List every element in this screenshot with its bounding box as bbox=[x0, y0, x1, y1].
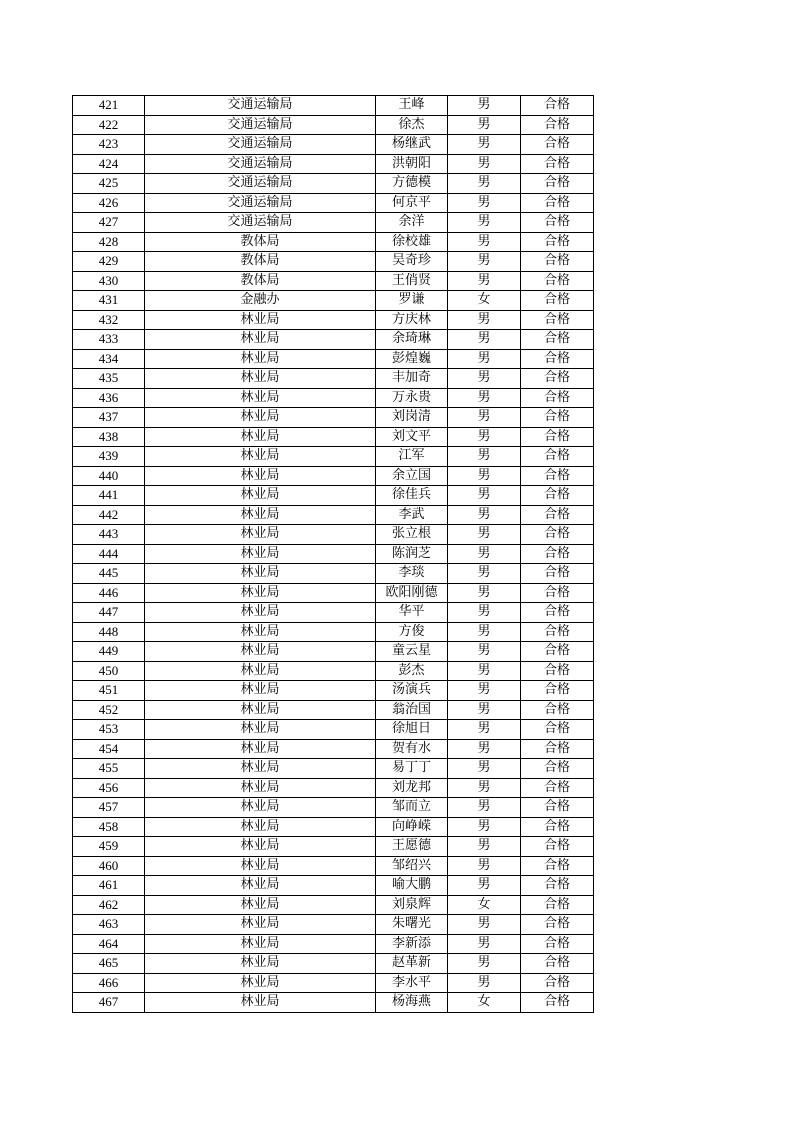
department-cell: 林业局 bbox=[145, 837, 376, 857]
name-cell: 万永贵 bbox=[376, 388, 448, 408]
gender-cell: 男 bbox=[448, 583, 521, 603]
department-cell: 林业局 bbox=[145, 759, 376, 779]
department-cell: 交通运输局 bbox=[145, 96, 376, 116]
gender-cell: 女 bbox=[448, 895, 521, 915]
row-number-cell: 424 bbox=[73, 154, 145, 174]
gender-cell: 男 bbox=[448, 388, 521, 408]
result-cell: 合格 bbox=[521, 798, 594, 818]
department-cell: 林业局 bbox=[145, 993, 376, 1013]
department-cell: 教体局 bbox=[145, 232, 376, 252]
department-cell: 林业局 bbox=[145, 856, 376, 876]
name-cell: 洪朝阳 bbox=[376, 154, 448, 174]
table-row bbox=[73, 213, 594, 233]
name-cell: 何京平 bbox=[376, 193, 448, 213]
result-cell: 合格 bbox=[521, 837, 594, 857]
row-number-cell: 457 bbox=[73, 798, 145, 818]
row-number-cell: 465 bbox=[73, 954, 145, 974]
department-cell: 林业局 bbox=[145, 564, 376, 584]
table-row bbox=[73, 447, 594, 467]
table-row bbox=[73, 915, 594, 935]
department-cell: 林业局 bbox=[145, 700, 376, 720]
result-cell: 合格 bbox=[521, 817, 594, 837]
row-number-cell: 450 bbox=[73, 661, 145, 681]
department-cell: 林业局 bbox=[145, 954, 376, 974]
department-cell: 林业局 bbox=[145, 642, 376, 662]
table-row bbox=[73, 505, 594, 525]
department-cell: 林业局 bbox=[145, 915, 376, 935]
row-number-cell: 449 bbox=[73, 642, 145, 662]
name-cell: 易丁丁 bbox=[376, 759, 448, 779]
name-cell: 陈润芝 bbox=[376, 544, 448, 564]
name-cell: 刘岗清 bbox=[376, 408, 448, 428]
row-number-cell: 438 bbox=[73, 427, 145, 447]
name-cell: 王俏贤 bbox=[376, 271, 448, 291]
table-row bbox=[73, 778, 594, 798]
table-row bbox=[73, 739, 594, 759]
result-cell: 合格 bbox=[521, 993, 594, 1013]
name-cell: 欧阳刚德 bbox=[376, 583, 448, 603]
result-cell: 合格 bbox=[521, 174, 594, 194]
name-cell: 刘文平 bbox=[376, 427, 448, 447]
table-row bbox=[73, 895, 594, 915]
row-number-cell: 462 bbox=[73, 895, 145, 915]
table-row bbox=[73, 603, 594, 623]
department-cell: 教体局 bbox=[145, 252, 376, 272]
table-row bbox=[73, 232, 594, 252]
department-cell: 林业局 bbox=[145, 466, 376, 486]
name-cell: 余洋 bbox=[376, 213, 448, 233]
table-row bbox=[73, 369, 594, 389]
gender-cell: 男 bbox=[448, 759, 521, 779]
roster-table-body bbox=[73, 96, 594, 1013]
table-row bbox=[73, 310, 594, 330]
table-row bbox=[73, 388, 594, 408]
department-cell: 林业局 bbox=[145, 369, 376, 389]
result-cell: 合格 bbox=[521, 934, 594, 954]
department-cell: 交通运输局 bbox=[145, 213, 376, 233]
result-cell: 合格 bbox=[521, 271, 594, 291]
row-number-cell: 452 bbox=[73, 700, 145, 720]
department-cell: 林业局 bbox=[145, 739, 376, 759]
department-cell: 林业局 bbox=[145, 895, 376, 915]
result-cell: 合格 bbox=[521, 564, 594, 584]
table-row bbox=[73, 661, 594, 681]
result-cell: 合格 bbox=[521, 603, 594, 623]
row-number-cell: 460 bbox=[73, 856, 145, 876]
row-number-cell: 433 bbox=[73, 330, 145, 350]
department-cell: 林业局 bbox=[145, 330, 376, 350]
gender-cell: 男 bbox=[448, 271, 521, 291]
gender-cell: 男 bbox=[448, 778, 521, 798]
result-cell: 合格 bbox=[521, 447, 594, 467]
gender-cell: 男 bbox=[448, 447, 521, 467]
table-row bbox=[73, 876, 594, 896]
result-cell: 合格 bbox=[521, 876, 594, 896]
gender-cell: 男 bbox=[448, 817, 521, 837]
name-cell: 徐佳兵 bbox=[376, 486, 448, 506]
department-cell: 林业局 bbox=[145, 349, 376, 369]
row-number-cell: 427 bbox=[73, 213, 145, 233]
table-row bbox=[73, 798, 594, 818]
row-number-cell: 453 bbox=[73, 720, 145, 740]
department-cell: 交通运输局 bbox=[145, 193, 376, 213]
name-cell: 丰加奇 bbox=[376, 369, 448, 389]
name-cell: 李琰 bbox=[376, 564, 448, 584]
department-cell: 林业局 bbox=[145, 681, 376, 701]
result-cell: 合格 bbox=[521, 681, 594, 701]
gender-cell: 男 bbox=[448, 232, 521, 252]
gender-cell: 男 bbox=[448, 427, 521, 447]
table-row bbox=[73, 622, 594, 642]
result-cell: 合格 bbox=[521, 252, 594, 272]
name-cell: 江军 bbox=[376, 447, 448, 467]
table-row bbox=[73, 252, 594, 272]
table-row bbox=[73, 973, 594, 993]
table-row bbox=[73, 954, 594, 974]
gender-cell: 男 bbox=[448, 973, 521, 993]
name-cell: 方俊 bbox=[376, 622, 448, 642]
department-cell: 林业局 bbox=[145, 310, 376, 330]
department-cell: 林业局 bbox=[145, 427, 376, 447]
result-cell: 合格 bbox=[521, 232, 594, 252]
row-number-cell: 439 bbox=[73, 447, 145, 467]
gender-cell: 男 bbox=[448, 154, 521, 174]
name-cell: 徐校雄 bbox=[376, 232, 448, 252]
gender-cell: 男 bbox=[448, 798, 521, 818]
result-cell: 合格 bbox=[521, 973, 594, 993]
gender-cell: 男 bbox=[448, 681, 521, 701]
table-row bbox=[73, 642, 594, 662]
row-number-cell: 454 bbox=[73, 739, 145, 759]
table-row bbox=[73, 837, 594, 857]
row-number-cell: 430 bbox=[73, 271, 145, 291]
name-cell: 王愿德 bbox=[376, 837, 448, 857]
table-row bbox=[73, 993, 594, 1013]
name-cell: 吴奇珍 bbox=[376, 252, 448, 272]
row-number-cell: 445 bbox=[73, 564, 145, 584]
row-number-cell: 443 bbox=[73, 525, 145, 545]
department-cell: 林业局 bbox=[145, 817, 376, 837]
row-number-cell: 434 bbox=[73, 349, 145, 369]
row-number-cell: 464 bbox=[73, 934, 145, 954]
row-number-cell: 422 bbox=[73, 115, 145, 135]
gender-cell: 男 bbox=[448, 349, 521, 369]
department-cell: 林业局 bbox=[145, 544, 376, 564]
gender-cell: 男 bbox=[448, 193, 521, 213]
department-cell: 交通运输局 bbox=[145, 115, 376, 135]
row-number-cell: 440 bbox=[73, 466, 145, 486]
row-number-cell: 447 bbox=[73, 603, 145, 623]
row-number-cell: 421 bbox=[73, 96, 145, 116]
result-cell: 合格 bbox=[521, 759, 594, 779]
table-row bbox=[73, 564, 594, 584]
result-cell: 合格 bbox=[521, 96, 594, 116]
table-row bbox=[73, 700, 594, 720]
gender-cell: 男 bbox=[448, 544, 521, 564]
result-cell: 合格 bbox=[521, 115, 594, 135]
result-cell: 合格 bbox=[521, 700, 594, 720]
name-cell: 彭煌巍 bbox=[376, 349, 448, 369]
row-number-cell: 458 bbox=[73, 817, 145, 837]
row-number-cell: 432 bbox=[73, 310, 145, 330]
result-cell: 合格 bbox=[521, 954, 594, 974]
table-row bbox=[73, 135, 594, 155]
table-row bbox=[73, 291, 594, 311]
name-cell: 李水平 bbox=[376, 973, 448, 993]
name-cell: 余立国 bbox=[376, 466, 448, 486]
result-cell: 合格 bbox=[521, 466, 594, 486]
department-cell: 林业局 bbox=[145, 583, 376, 603]
name-cell: 杨继武 bbox=[376, 135, 448, 155]
department-cell: 林业局 bbox=[145, 973, 376, 993]
gender-cell: 女 bbox=[448, 291, 521, 311]
table-row bbox=[73, 583, 594, 603]
row-number-cell: 467 bbox=[73, 993, 145, 1013]
result-cell: 合格 bbox=[521, 739, 594, 759]
result-cell: 合格 bbox=[521, 778, 594, 798]
table-row bbox=[73, 154, 594, 174]
gender-cell: 男 bbox=[448, 661, 521, 681]
table-row bbox=[73, 271, 594, 291]
name-cell: 刘泉辉 bbox=[376, 895, 448, 915]
result-cell: 合格 bbox=[521, 369, 594, 389]
name-cell: 余琦琳 bbox=[376, 330, 448, 350]
table-row bbox=[73, 427, 594, 447]
result-cell: 合格 bbox=[521, 661, 594, 681]
row-number-cell: 451 bbox=[73, 681, 145, 701]
name-cell: 徐杰 bbox=[376, 115, 448, 135]
table-row bbox=[73, 408, 594, 428]
table-row bbox=[73, 174, 594, 194]
result-cell: 合格 bbox=[521, 915, 594, 935]
table-row bbox=[73, 681, 594, 701]
name-cell: 罗谦 bbox=[376, 291, 448, 311]
name-cell: 赵革新 bbox=[376, 954, 448, 974]
gender-cell: 男 bbox=[448, 115, 521, 135]
result-cell: 合格 bbox=[521, 193, 594, 213]
gender-cell: 男 bbox=[448, 310, 521, 330]
name-cell: 向峥嵘 bbox=[376, 817, 448, 837]
table-row bbox=[73, 193, 594, 213]
department-cell: 林业局 bbox=[145, 603, 376, 623]
name-cell: 彭杰 bbox=[376, 661, 448, 681]
department-cell: 林业局 bbox=[145, 720, 376, 740]
roster-table bbox=[72, 95, 594, 1013]
gender-cell: 男 bbox=[448, 408, 521, 428]
result-cell: 合格 bbox=[521, 388, 594, 408]
result-cell: 合格 bbox=[521, 135, 594, 155]
result-cell: 合格 bbox=[521, 330, 594, 350]
department-cell: 教体局 bbox=[145, 271, 376, 291]
department-cell: 林业局 bbox=[145, 778, 376, 798]
name-cell: 华平 bbox=[376, 603, 448, 623]
department-cell: 交通运输局 bbox=[145, 154, 376, 174]
row-number-cell: 446 bbox=[73, 583, 145, 603]
table-row bbox=[73, 466, 594, 486]
table-row bbox=[73, 759, 594, 779]
gender-cell: 女 bbox=[448, 993, 521, 1013]
gender-cell: 男 bbox=[448, 486, 521, 506]
row-number-cell: 423 bbox=[73, 135, 145, 155]
result-cell: 合格 bbox=[521, 583, 594, 603]
gender-cell: 男 bbox=[448, 720, 521, 740]
name-cell: 刘龙邦 bbox=[376, 778, 448, 798]
row-number-cell: 459 bbox=[73, 837, 145, 857]
department-cell: 林业局 bbox=[145, 934, 376, 954]
gender-cell: 男 bbox=[448, 603, 521, 623]
gender-cell: 男 bbox=[448, 213, 521, 233]
gender-cell: 男 bbox=[448, 252, 521, 272]
table-row bbox=[73, 525, 594, 545]
result-cell: 合格 bbox=[521, 622, 594, 642]
gender-cell: 男 bbox=[448, 96, 521, 116]
table-row bbox=[73, 330, 594, 350]
department-cell: 交通运输局 bbox=[145, 135, 376, 155]
gender-cell: 男 bbox=[448, 642, 521, 662]
department-cell: 林业局 bbox=[145, 486, 376, 506]
gender-cell: 男 bbox=[448, 525, 521, 545]
result-cell: 合格 bbox=[521, 895, 594, 915]
name-cell: 王峰 bbox=[376, 96, 448, 116]
department-cell: 林业局 bbox=[145, 798, 376, 818]
gender-cell: 男 bbox=[448, 954, 521, 974]
row-number-cell: 425 bbox=[73, 174, 145, 194]
name-cell: 方德模 bbox=[376, 174, 448, 194]
name-cell: 邹而立 bbox=[376, 798, 448, 818]
row-number-cell: 444 bbox=[73, 544, 145, 564]
result-cell: 合格 bbox=[521, 427, 594, 447]
gender-cell: 男 bbox=[448, 330, 521, 350]
result-cell: 合格 bbox=[521, 505, 594, 525]
gender-cell: 男 bbox=[448, 505, 521, 525]
row-number-cell: 461 bbox=[73, 876, 145, 896]
gender-cell: 男 bbox=[448, 564, 521, 584]
table-row bbox=[73, 115, 594, 135]
department-cell: 林业局 bbox=[145, 447, 376, 467]
table-row bbox=[73, 96, 594, 116]
department-cell: 林业局 bbox=[145, 661, 376, 681]
department-cell: 交通运输局 bbox=[145, 174, 376, 194]
name-cell: 翁治国 bbox=[376, 700, 448, 720]
name-cell: 徐旭日 bbox=[376, 720, 448, 740]
department-cell: 林业局 bbox=[145, 408, 376, 428]
gender-cell: 男 bbox=[448, 700, 521, 720]
name-cell: 邹绍兴 bbox=[376, 856, 448, 876]
row-number-cell: 436 bbox=[73, 388, 145, 408]
result-cell: 合格 bbox=[521, 720, 594, 740]
result-cell: 合格 bbox=[521, 310, 594, 330]
gender-cell: 男 bbox=[448, 837, 521, 857]
table-row bbox=[73, 720, 594, 740]
name-cell: 李新添 bbox=[376, 934, 448, 954]
gender-cell: 男 bbox=[448, 739, 521, 759]
name-cell: 李武 bbox=[376, 505, 448, 525]
result-cell: 合格 bbox=[521, 408, 594, 428]
row-number-cell: 441 bbox=[73, 486, 145, 506]
department-cell: 金融办 bbox=[145, 291, 376, 311]
result-cell: 合格 bbox=[521, 349, 594, 369]
department-cell: 林业局 bbox=[145, 876, 376, 896]
name-cell: 童云星 bbox=[376, 642, 448, 662]
row-number-cell: 456 bbox=[73, 778, 145, 798]
department-cell: 林业局 bbox=[145, 388, 376, 408]
table-row bbox=[73, 544, 594, 564]
result-cell: 合格 bbox=[521, 213, 594, 233]
department-cell: 林业局 bbox=[145, 525, 376, 545]
row-number-cell: 428 bbox=[73, 232, 145, 252]
result-cell: 合格 bbox=[521, 642, 594, 662]
name-cell: 汤演兵 bbox=[376, 681, 448, 701]
table-row bbox=[73, 934, 594, 954]
name-cell: 杨海燕 bbox=[376, 993, 448, 1013]
gender-cell: 男 bbox=[448, 174, 521, 194]
gender-cell: 男 bbox=[448, 466, 521, 486]
table-row bbox=[73, 486, 594, 506]
row-number-cell: 429 bbox=[73, 252, 145, 272]
row-number-cell: 463 bbox=[73, 915, 145, 935]
department-cell: 林业局 bbox=[145, 505, 376, 525]
gender-cell: 男 bbox=[448, 856, 521, 876]
row-number-cell: 437 bbox=[73, 408, 145, 428]
result-cell: 合格 bbox=[521, 154, 594, 174]
row-number-cell: 455 bbox=[73, 759, 145, 779]
table-row bbox=[73, 856, 594, 876]
gender-cell: 男 bbox=[448, 135, 521, 155]
gender-cell: 男 bbox=[448, 876, 521, 896]
row-number-cell: 435 bbox=[73, 369, 145, 389]
result-cell: 合格 bbox=[521, 544, 594, 564]
gender-cell: 男 bbox=[448, 934, 521, 954]
table-row bbox=[73, 817, 594, 837]
name-cell: 贺有水 bbox=[376, 739, 448, 759]
name-cell: 方庆林 bbox=[376, 310, 448, 330]
row-number-cell: 466 bbox=[73, 973, 145, 993]
result-cell: 合格 bbox=[521, 486, 594, 506]
gender-cell: 男 bbox=[448, 369, 521, 389]
name-cell: 朱曙光 bbox=[376, 915, 448, 935]
gender-cell: 男 bbox=[448, 622, 521, 642]
row-number-cell: 442 bbox=[73, 505, 145, 525]
gender-cell: 男 bbox=[448, 915, 521, 935]
table-row bbox=[73, 349, 594, 369]
row-number-cell: 448 bbox=[73, 622, 145, 642]
result-cell: 合格 bbox=[521, 525, 594, 545]
name-cell: 张立根 bbox=[376, 525, 448, 545]
name-cell: 喻大鹏 bbox=[376, 876, 448, 896]
result-cell: 合格 bbox=[521, 856, 594, 876]
row-number-cell: 426 bbox=[73, 193, 145, 213]
result-cell: 合格 bbox=[521, 291, 594, 311]
department-cell: 林业局 bbox=[145, 622, 376, 642]
row-number-cell: 431 bbox=[73, 291, 145, 311]
